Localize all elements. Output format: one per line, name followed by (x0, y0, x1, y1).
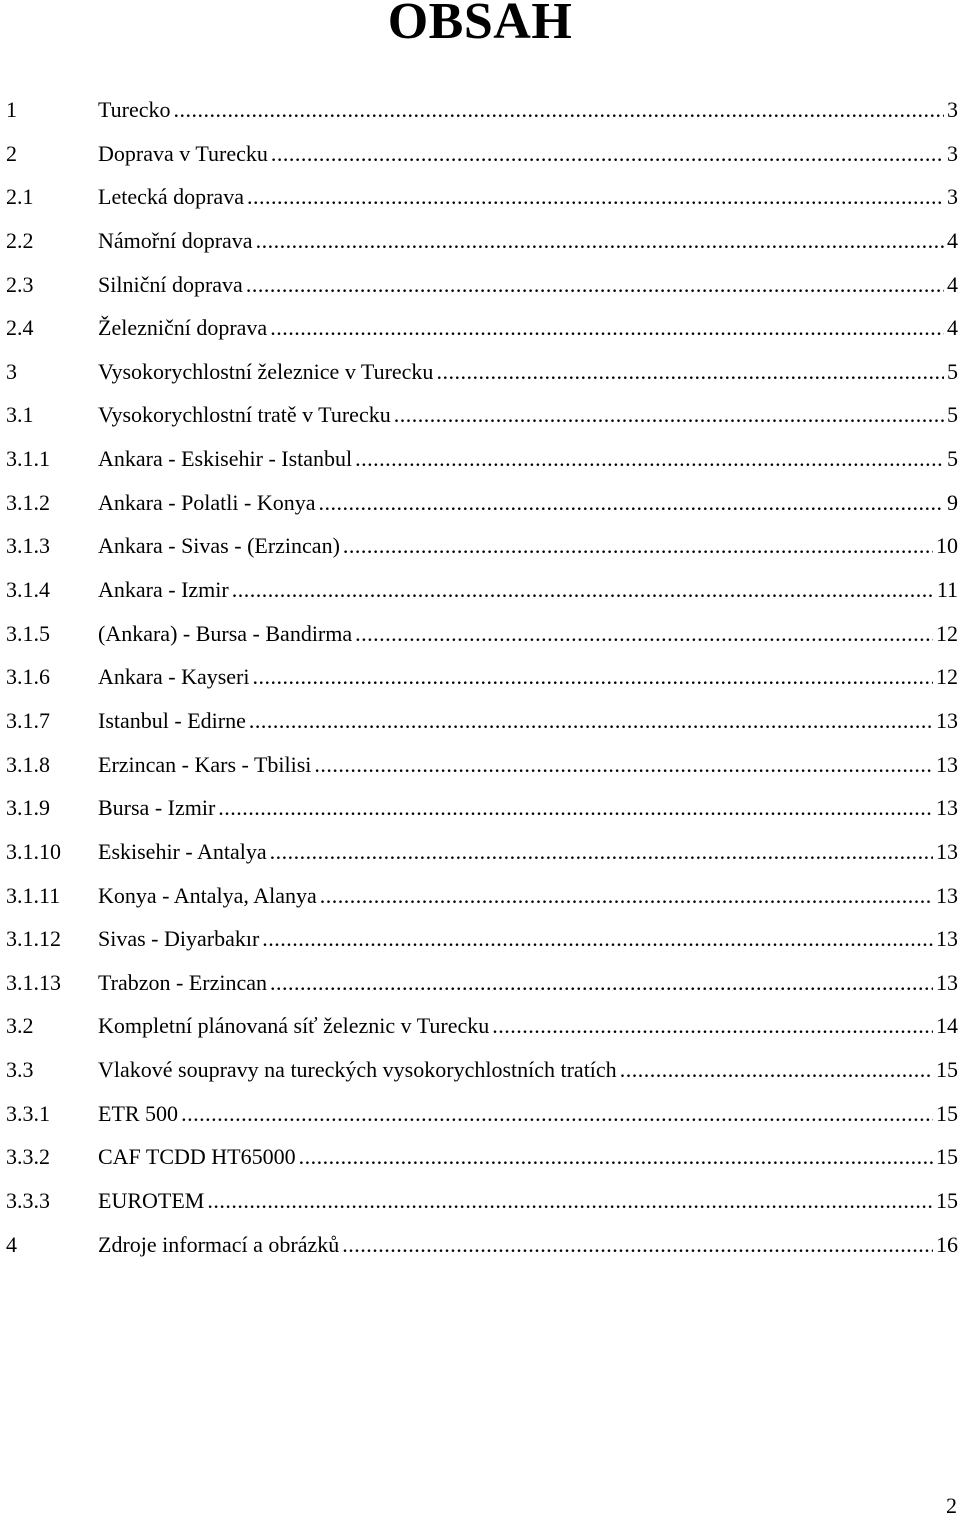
toc-entry-title: Istanbul - Edirne (98, 707, 246, 733)
toc-entry-number: 3.1.5 (6, 620, 50, 646)
toc-entry-number: 3.1.2 (6, 489, 50, 515)
toc-entry-page: 15 (936, 1188, 958, 1214)
toc-entry (6, 568, 960, 612)
toc-entry (6, 743, 960, 787)
toc-entry-page: 4 (947, 271, 958, 297)
toc-entry (6, 481, 960, 525)
toc-leader-dots (207, 1179, 933, 1223)
toc-entry (6, 874, 960, 918)
toc-leader-dots (270, 830, 933, 874)
toc-entry (6, 917, 960, 961)
toc-entry-title: Ankara - Kayseri (98, 664, 250, 690)
toc-entry-page: 14 (936, 1013, 958, 1039)
toc-entry-title: Konya - Antalya, Alanya (98, 882, 317, 908)
toc-entry-number: 3.1.3 (6, 533, 50, 559)
toc-leader-dots (249, 699, 933, 743)
toc-entry-title: Námořní doprava (98, 227, 253, 253)
toc-entry (6, 219, 960, 263)
toc-entry-title: Bursa - Izmir (98, 795, 216, 821)
toc-entry-title: Eskisehir - Antalya (98, 838, 267, 864)
toc-leader-dots (320, 874, 933, 918)
toc-entry-page: 4 (947, 315, 958, 341)
toc-leader-dots (620, 1048, 933, 1092)
toc-entry (6, 306, 960, 350)
toc-entry-page: 13 (936, 751, 958, 777)
toc-entry-number: 3.3 (6, 1057, 34, 1083)
toc-entry-number: 3.1.4 (6, 577, 50, 603)
toc-entry-page: 5 (947, 402, 958, 428)
toc-entry-page: 13 (936, 795, 958, 821)
toc-leader-dots (299, 1135, 933, 1179)
toc-entry-title: Ankara - Izmir (98, 577, 229, 603)
toc-entry-page: 15 (936, 1100, 958, 1126)
toc-entry-title: Ankara - Polatli - Konya (98, 489, 316, 515)
toc-entry (6, 132, 960, 176)
toc-entry (6, 1179, 960, 1223)
toc-entry-title: Doprava v Turecku (98, 140, 268, 166)
toc-entry-number: 3.1.10 (6, 838, 61, 864)
toc-leader-dots (343, 524, 933, 568)
toc-entry-page: 15 (936, 1057, 958, 1083)
toc-entry (6, 437, 960, 481)
toc-entry-page: 9 (947, 489, 958, 515)
toc-entry-number: 3.1.11 (6, 882, 61, 908)
toc-leader-dots (246, 263, 944, 307)
toc-entry-page: 13 (936, 838, 958, 864)
toc-entry (6, 1092, 960, 1136)
toc-leader-dots (256, 219, 944, 263)
toc-entry (6, 961, 960, 1005)
toc-entry-title: CAF TCDD HT65000 (98, 1144, 296, 1170)
toc-entry-title: Erzincan - Kars - Tbilisi (98, 751, 312, 777)
toc-entry (6, 1223, 960, 1267)
toc-leader-dots (218, 786, 933, 830)
toc-entry-page: 13 (936, 707, 958, 733)
toc-entry-number: 2 (6, 140, 17, 166)
toc-leader-dots (232, 568, 934, 612)
toc-entry-title: Trabzon - Erzincan (98, 969, 268, 995)
toc-entry-number: 2.2 (6, 227, 34, 253)
toc-entry (6, 655, 960, 699)
toc-leader-dots (394, 393, 944, 437)
toc-leader-dots (436, 350, 944, 394)
toc-entry (6, 524, 960, 568)
toc-entry-title: Silniční doprava (98, 271, 243, 297)
toc-leader-dots (271, 132, 944, 176)
toc-entry-title: Ankara - Eskisehir - Istanbul (98, 446, 353, 472)
toc-entry (6, 1004, 960, 1048)
toc-entry-page: 10 (936, 533, 958, 559)
toc-entry-title: ETR 500 (98, 1100, 179, 1126)
toc-entry-title: (Ankara) - Bursa - Bandirma (98, 620, 353, 646)
toc-entry (6, 88, 960, 132)
toc-entry (6, 1048, 960, 1092)
toc-entry-page: 12 (936, 664, 958, 690)
toc-leader-dots (314, 743, 933, 787)
toc-entry-page: 15 (936, 1144, 958, 1170)
toc-entry-page: 12 (936, 620, 958, 646)
toc-leader-dots (270, 306, 944, 350)
page-title: OBSAH (387, 0, 573, 50)
toc-entry-number: 3 (6, 358, 17, 384)
toc-entry-title: Vlakové soupravy na tureckých vysokorychlostních tratích (98, 1057, 617, 1083)
toc-entry-number: 3.3.1 (6, 1100, 50, 1126)
toc-entry-number: 3.1.1 (6, 446, 50, 472)
toc-entry-number: 2.1 (6, 184, 34, 210)
toc-leader-dots (492, 1004, 933, 1048)
toc-entry-number: 3.1.13 (6, 969, 61, 995)
page-number: 2 (946, 1493, 957, 1518)
toc-entry-number: 3.1.9 (6, 795, 50, 821)
toc-entry-number: 1 (6, 97, 17, 122)
toc-entry-number: 4 (6, 1231, 17, 1257)
toc-entry (6, 786, 960, 830)
toc-entry-number: 3.1 (6, 402, 34, 428)
toc-entry-number: 3.2 (6, 1013, 34, 1039)
toc-leader-dots (270, 961, 933, 1005)
toc-entry-number: 3.3.3 (6, 1188, 50, 1214)
table-of-contents (6, 88, 960, 1266)
toc-entry-title: Vysokorychlostní železnice v Turecku (98, 358, 434, 384)
toc-leader-dots (262, 917, 933, 961)
toc-entry (6, 1135, 960, 1179)
toc-leader-dots (342, 1223, 933, 1267)
toc-entry-number: 2.3 (6, 271, 34, 297)
toc-leader-dots (319, 481, 945, 525)
toc-entry-title: Sivas - Diyarbakır (98, 926, 260, 952)
toc-entry-title: Zdroje informací a obrázků (98, 1231, 340, 1257)
toc-entry-title: Kompletní plánovaná síť železnic v Turecku (98, 1013, 490, 1039)
toc-entry-title: Turecko (98, 97, 171, 122)
toc-leader-dots (247, 175, 944, 219)
toc-entry-title: Vysokorychlostní tratě v Turecku (98, 402, 391, 428)
toc-entry-page: 13 (936, 969, 958, 995)
toc-entry-page: 5 (947, 446, 958, 472)
toc-entry (6, 612, 960, 656)
toc-entry (6, 699, 960, 743)
toc-entry (6, 350, 960, 394)
toc-entry (6, 830, 960, 874)
toc-entry-page: 16 (936, 1231, 958, 1257)
toc-entry-page: 13 (936, 926, 958, 952)
toc-entry-number: 3.1.8 (6, 751, 50, 777)
toc-leader-dots (355, 437, 944, 481)
toc-entry-title: Ankara - Sivas - (Erzincan) (98, 533, 340, 559)
toc-entry (6, 175, 960, 219)
toc-entry-page: 3 (947, 184, 958, 210)
toc-entry-page: 13 (936, 882, 958, 908)
toc-leader-dots (174, 88, 944, 132)
toc-entry-page: 3 (947, 140, 958, 166)
toc-entry-number: 3.3.2 (6, 1144, 50, 1170)
toc-leader-dots (355, 612, 933, 656)
toc-entry-title: EUROTEM (98, 1188, 205, 1214)
toc-entry (6, 393, 960, 437)
toc-leader-dots (253, 655, 934, 699)
toc-entry-page: 3 (947, 97, 958, 122)
toc-leader-dots (181, 1092, 933, 1136)
toc-entry-title: Letecká doprava (98, 184, 244, 210)
toc-entry-number: 2.4 (6, 315, 34, 341)
toc-entry-title: Železniční doprava (98, 315, 268, 341)
toc-entry-number: 3.1.7 (6, 707, 50, 733)
toc-entry-page: 4 (947, 227, 958, 253)
toc-entry-page: 11 (936, 577, 958, 603)
toc-entry-page: 5 (947, 358, 958, 384)
toc-entry-number: 3.1.12 (6, 926, 61, 952)
toc-entry-number: 3.1.6 (6, 664, 50, 690)
toc-entry (6, 263, 960, 307)
